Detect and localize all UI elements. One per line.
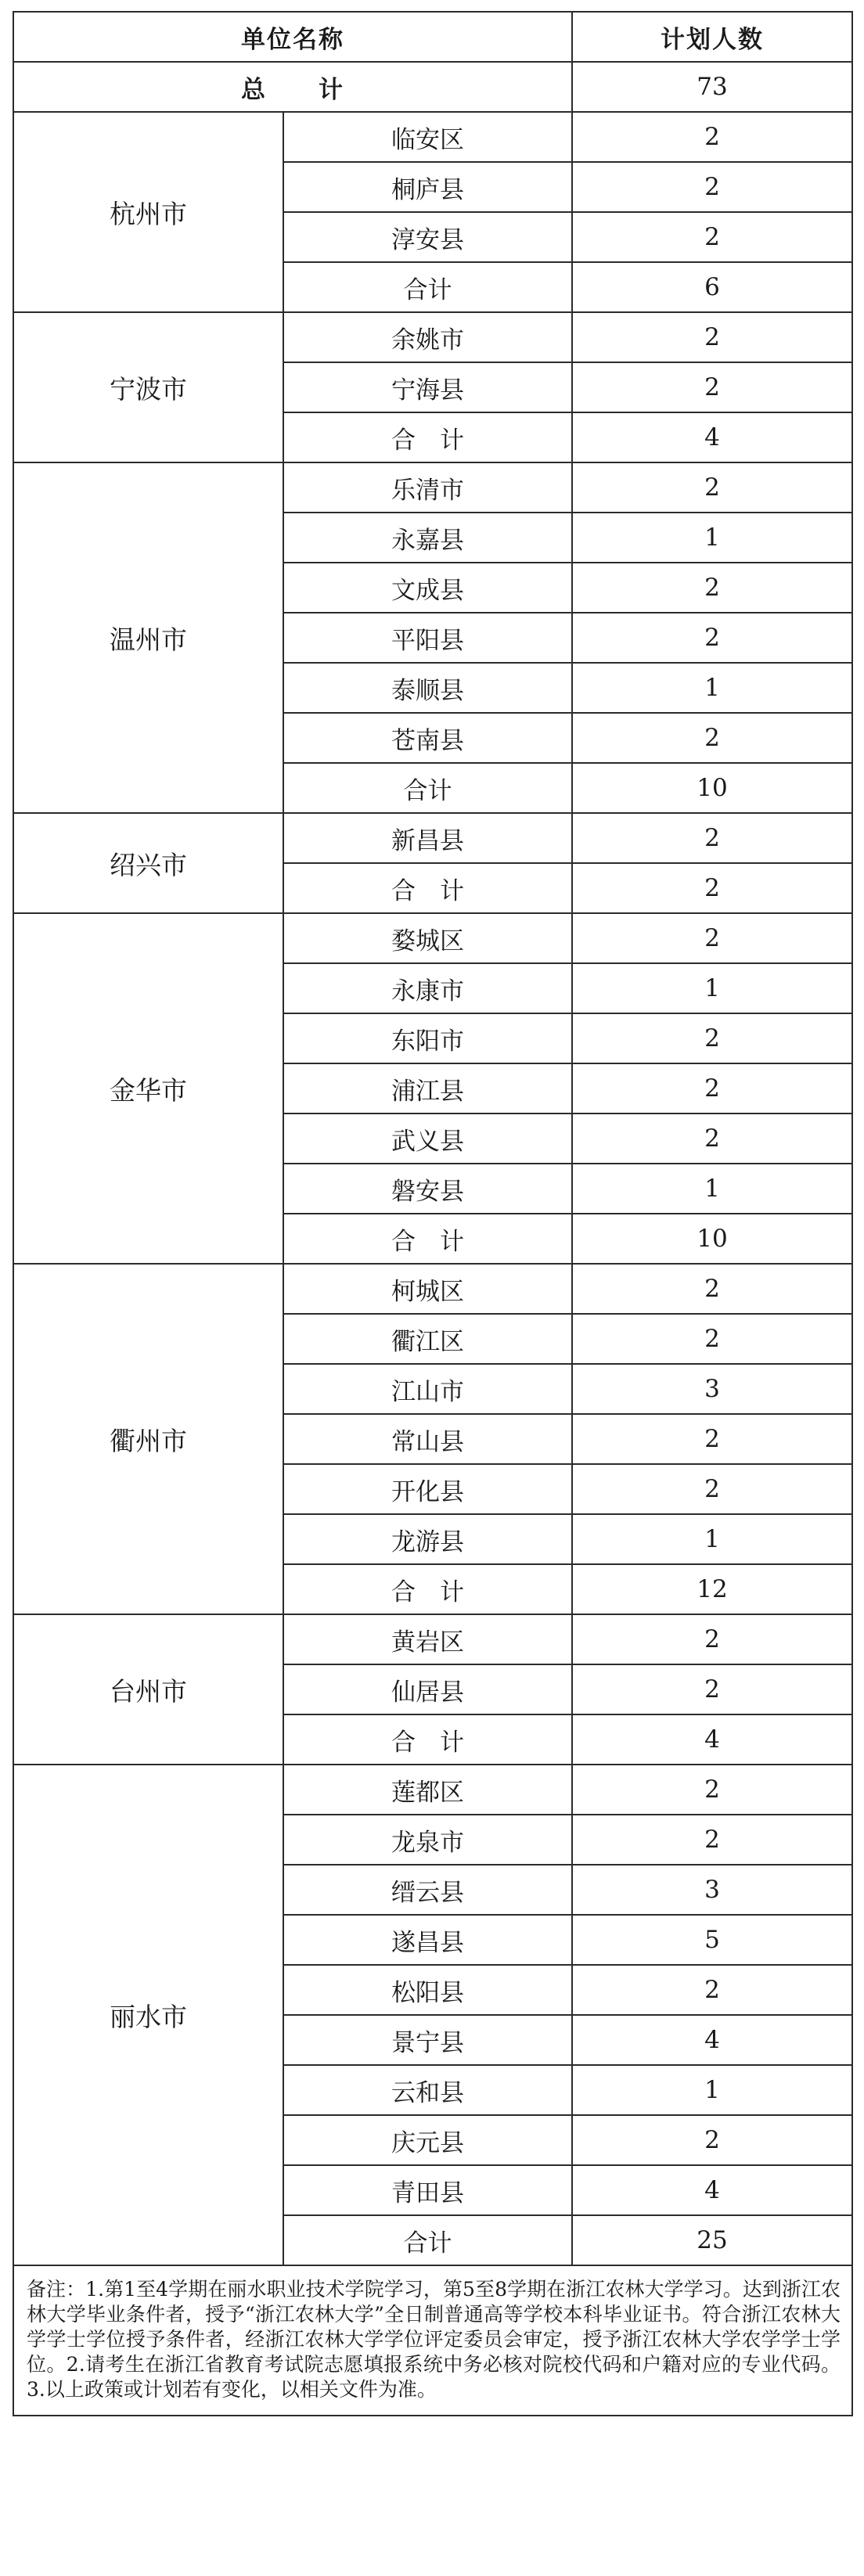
plan-count-cell: 6 bbox=[572, 262, 852, 312]
district-name-cell: 江山市 bbox=[283, 1364, 572, 1414]
table-row bbox=[13, 112, 852, 162]
district-name-cell: 浦江县 bbox=[283, 1063, 572, 1114]
plan-count-cell: 10 bbox=[572, 1214, 852, 1264]
plan-count-cell: 4 bbox=[572, 412, 852, 462]
plan-count-cell: 1 bbox=[572, 2065, 852, 2115]
plan-count-cell: 25 bbox=[572, 2215, 852, 2265]
enrollment-plan-sheet bbox=[13, 11, 851, 2416]
city-name-cell: 宁波市 bbox=[13, 312, 283, 462]
plan-count-cell: 2 bbox=[572, 2115, 852, 2165]
district-name-cell: 宁海县 bbox=[283, 362, 572, 412]
district-name-cell: 云和县 bbox=[283, 2065, 572, 2115]
table-row bbox=[13, 913, 852, 963]
district-name-cell: 武义县 bbox=[283, 1114, 572, 1164]
plan-count-cell: 3 bbox=[572, 1865, 852, 1915]
district-name-cell: 龙游县 bbox=[283, 1514, 572, 1564]
table-row bbox=[13, 813, 852, 863]
plan-count-cell: 2 bbox=[572, 1815, 852, 1865]
district-name-cell: 遂昌县 bbox=[283, 1915, 572, 1965]
district-name-cell: 平阳县 bbox=[283, 613, 572, 663]
district-name-cell: 松阳县 bbox=[283, 1965, 572, 2015]
district-name-cell: 淳安县 bbox=[283, 212, 572, 262]
district-name-cell: 合计 bbox=[283, 2215, 572, 2265]
grand-total-row bbox=[13, 62, 852, 112]
plan-count-cell: 2 bbox=[572, 112, 852, 162]
plan-count-cell: 1 bbox=[572, 1164, 852, 1214]
plan-count-cell: 2 bbox=[572, 863, 852, 913]
grand-total-value: 73 bbox=[572, 62, 852, 112]
district-name-cell: 泰顺县 bbox=[283, 663, 572, 713]
table-row bbox=[13, 1765, 852, 1815]
district-name-cell: 磐安县 bbox=[283, 1164, 572, 1214]
district-name-cell: 婺城区 bbox=[283, 913, 572, 963]
district-name-cell: 柯城区 bbox=[283, 1264, 572, 1314]
plan-count-cell: 2 bbox=[572, 1664, 852, 1714]
city-name-cell: 绍兴市 bbox=[13, 813, 283, 913]
city-name-cell: 衢州市 bbox=[13, 1264, 283, 1614]
district-name-cell: 合 计 bbox=[283, 1214, 572, 1264]
table-row bbox=[13, 312, 852, 362]
plan-count-cell: 2 bbox=[572, 1765, 852, 1815]
plan-count-cell: 2 bbox=[572, 1063, 852, 1114]
district-name-cell: 文成县 bbox=[283, 563, 572, 613]
plan-count-cell: 3 bbox=[572, 1364, 852, 1414]
plan-count-cell: 1 bbox=[572, 1514, 852, 1564]
table-row bbox=[13, 1264, 852, 1314]
plan-count-cell: 2 bbox=[572, 1414, 852, 1464]
district-name-cell: 景宁县 bbox=[283, 2015, 572, 2065]
footnote: 备注：1.第1至4学期在丽水职业技术学院学习，第5至8学期在浙江农林大学学习。达到浙江农林大学毕业条件者，授予“浙江农林大学”全日制普通高等学校本科毕业证书。符合浙江农林大学学士学位授予条件者，经浙江农林大学学位评定委员会审定，授予浙江农林大学农学学士学位。2.请考生在浙江省教育考试院志愿填报系统中务必核对院校代码和户籍对应的专业代码。3.以上政策或计划若有变化，以相关文件为准。 bbox=[13, 2266, 853, 2416]
district-name-cell: 常山县 bbox=[283, 1414, 572, 1464]
plan-count-cell: 4 bbox=[572, 2015, 852, 2065]
plan-count-cell: 2 bbox=[572, 1264, 852, 1314]
city-name-cell: 温州市 bbox=[13, 462, 283, 813]
district-name-cell: 永康市 bbox=[283, 963, 572, 1013]
district-name-cell: 开化县 bbox=[283, 1464, 572, 1514]
enrollment-plan-table bbox=[13, 11, 853, 2266]
district-name-cell: 乐清市 bbox=[283, 462, 572, 513]
district-name-cell: 合 计 bbox=[283, 412, 572, 462]
plan-count-cell: 4 bbox=[572, 2165, 852, 2215]
plan-count-cell: 10 bbox=[572, 763, 852, 813]
plan-count-cell: 2 bbox=[572, 362, 852, 412]
plan-count-cell: 2 bbox=[572, 162, 852, 212]
city-name-cell: 丽水市 bbox=[13, 1765, 283, 2265]
table-body bbox=[13, 62, 852, 2265]
table-row bbox=[13, 462, 852, 513]
plan-count-cell: 4 bbox=[572, 1714, 852, 1765]
plan-count-cell: 1 bbox=[572, 513, 852, 563]
district-name-cell: 仙居县 bbox=[283, 1664, 572, 1714]
plan-count-cell: 2 bbox=[572, 1013, 852, 1063]
plan-count-cell: 2 bbox=[572, 312, 852, 362]
plan-count-cell: 2 bbox=[572, 1614, 852, 1664]
plan-count-cell: 1 bbox=[572, 663, 852, 713]
plan-count-cell: 1 bbox=[572, 963, 852, 1013]
city-name-cell: 台州市 bbox=[13, 1614, 283, 1765]
plan-count-cell: 2 bbox=[572, 1965, 852, 2015]
header-row bbox=[13, 12, 852, 62]
plan-count-cell: 2 bbox=[572, 212, 852, 262]
plan-count-cell: 2 bbox=[572, 1314, 852, 1364]
district-name-cell: 龙泉市 bbox=[283, 1815, 572, 1865]
district-name-cell: 临安区 bbox=[283, 112, 572, 162]
plan-count-cell: 2 bbox=[572, 462, 852, 513]
district-name-cell: 青田县 bbox=[283, 2165, 572, 2215]
plan-count-cell: 2 bbox=[572, 1114, 852, 1164]
district-name-cell: 莲都区 bbox=[283, 1765, 572, 1815]
plan-count-cell: 2 bbox=[572, 613, 852, 663]
plan-count-cell: 2 bbox=[572, 913, 852, 963]
district-name-cell: 合计 bbox=[283, 763, 572, 813]
district-name-cell: 合 计 bbox=[283, 1714, 572, 1765]
plan-count-cell: 2 bbox=[572, 563, 852, 613]
plan-count-cell: 2 bbox=[572, 813, 852, 863]
plan-count-header: 计划人数 bbox=[572, 12, 852, 62]
plan-count-cell: 5 bbox=[572, 1915, 852, 1965]
district-name-cell: 苍南县 bbox=[283, 713, 572, 763]
district-name-cell: 东阳市 bbox=[283, 1013, 572, 1063]
unit-name-header: 单位名称 bbox=[13, 12, 572, 62]
district-name-cell: 合 计 bbox=[283, 863, 572, 913]
grand-total-label: 总 计 bbox=[13, 62, 572, 112]
district-name-cell: 新昌县 bbox=[283, 813, 572, 863]
district-name-cell: 永嘉县 bbox=[283, 513, 572, 563]
district-name-cell: 庆元县 bbox=[283, 2115, 572, 2165]
plan-count-cell: 2 bbox=[572, 1464, 852, 1514]
district-name-cell: 桐庐县 bbox=[283, 162, 572, 212]
plan-count-cell: 12 bbox=[572, 1564, 852, 1614]
table-row bbox=[13, 1614, 852, 1664]
district-name-cell: 黄岩区 bbox=[283, 1614, 572, 1664]
city-name-cell: 杭州市 bbox=[13, 112, 283, 312]
district-name-cell: 合 计 bbox=[283, 1564, 572, 1614]
district-name-cell: 缙云县 bbox=[283, 1865, 572, 1915]
district-name-cell: 合计 bbox=[283, 262, 572, 312]
district-name-cell: 余姚市 bbox=[283, 312, 572, 362]
district-name-cell: 衢江区 bbox=[283, 1314, 572, 1364]
plan-count-cell: 2 bbox=[572, 713, 852, 763]
city-name-cell: 金华市 bbox=[13, 913, 283, 1264]
